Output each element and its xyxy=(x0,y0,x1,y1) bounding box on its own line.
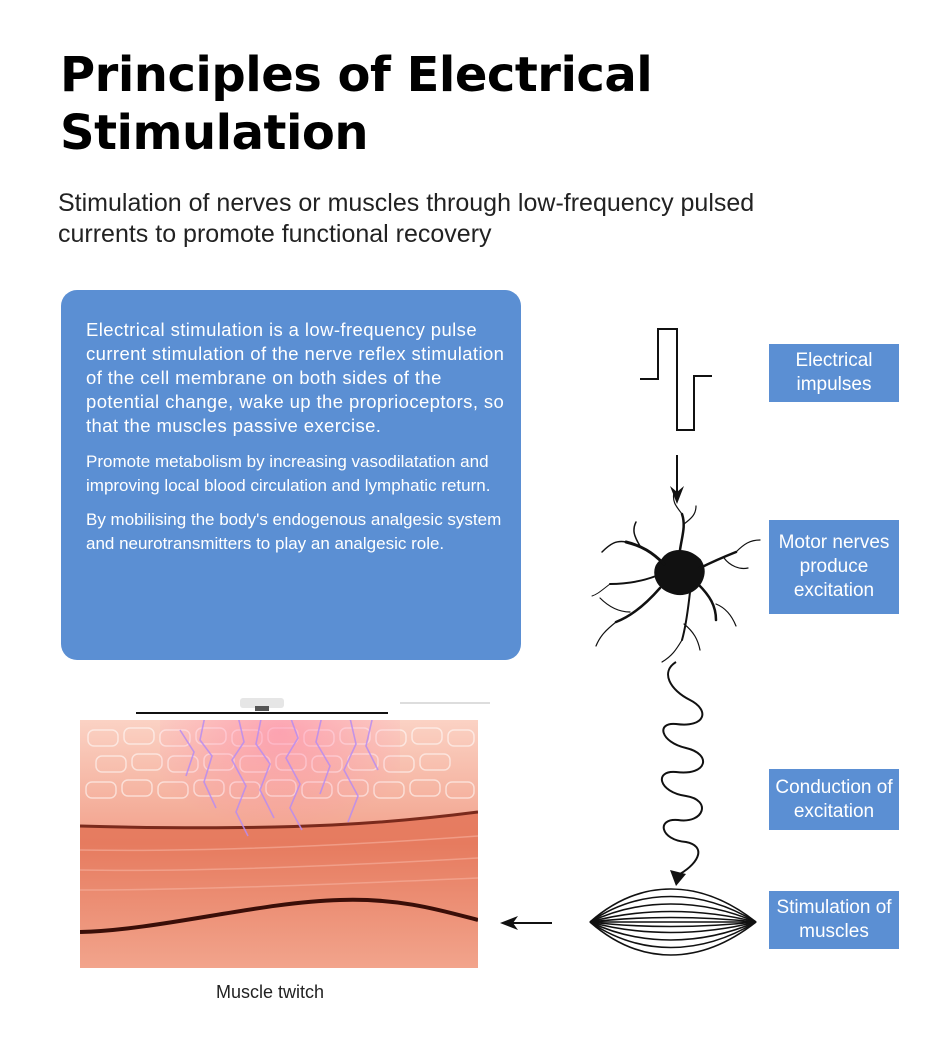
step-label-conduction: Conduction of excitation xyxy=(769,769,899,830)
page-title: Principles of Electrical Stimulation xyxy=(60,47,653,161)
page-subtitle: Stimulation of nerves or muscles through low-frequency pulsed currents to promote functional recovery xyxy=(58,189,755,248)
step-label-electrical-impulses: Electrical impulses xyxy=(769,344,899,402)
step-label-motor-nerves: Motor nerves produce excitation xyxy=(769,520,899,614)
illustration-caption: Muscle twitch xyxy=(215,982,325,1002)
info-paragraph-3: By mobilising the body's endogenous analgesic system and neurotransmitters to play an analgesic role. xyxy=(86,510,502,553)
info-paragraph-2: Promote metabolism by increasing vasodilatation and improving local blood circulation and lymphatic return. xyxy=(86,452,491,495)
info-paragraph-1: Electrical stimulation is a low-frequency pulse current stimulation of the nerve reflex stimulation of the cell membrane on both sides of the potential change, wake up the proprioceptors, so that the muscles passive exercise. xyxy=(86,319,505,436)
step-label-stimulation-muscles: Stimulation of muscles xyxy=(769,891,899,949)
